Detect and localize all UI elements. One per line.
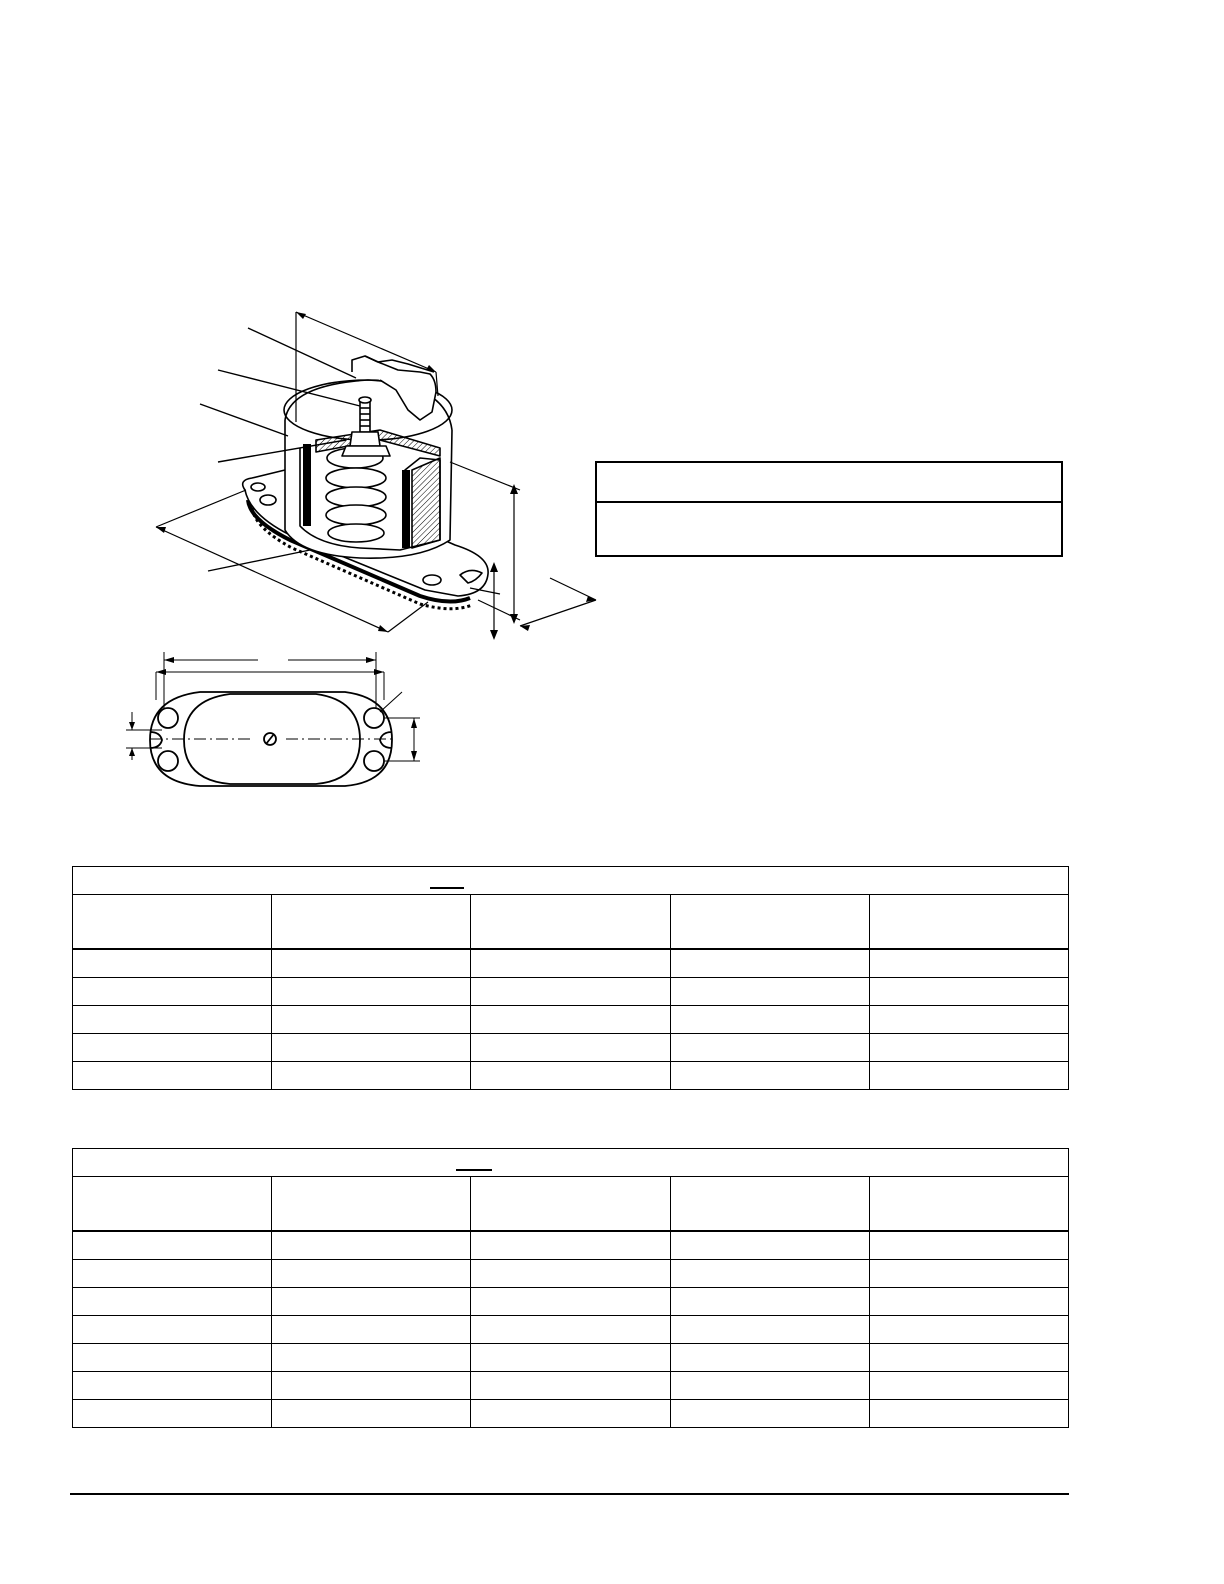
table-cell — [73, 1260, 272, 1288]
table-cell — [869, 978, 1068, 1006]
table-cell — [272, 949, 471, 978]
table-row — [73, 949, 1069, 978]
table-2-header — [73, 1177, 272, 1232]
table-cell — [73, 949, 272, 978]
table-cell — [73, 978, 272, 1006]
spec-table-1 — [72, 866, 1069, 1090]
table-1-header — [670, 895, 869, 950]
table-cell — [471, 1034, 670, 1062]
table-cell — [272, 1006, 471, 1034]
table-cell — [869, 1344, 1068, 1372]
table-cell — [73, 1372, 272, 1400]
table-cell — [471, 1316, 670, 1344]
table-cell — [869, 1006, 1068, 1034]
table-cell — [471, 1260, 670, 1288]
isolator-plan-drawing — [0, 0, 460, 800]
table-row — [73, 1288, 1069, 1316]
table-cell — [670, 949, 869, 978]
table-cell — [869, 1372, 1068, 1400]
table-cell — [869, 1062, 1068, 1090]
table-cell — [670, 1316, 869, 1344]
table-row — [73, 1006, 1069, 1034]
table-row — [73, 1034, 1069, 1062]
table-cell — [73, 1400, 272, 1428]
table-cell — [670, 1034, 869, 1062]
table-cell — [272, 1400, 471, 1428]
table-row — [73, 1400, 1069, 1428]
table-cell — [471, 949, 670, 978]
table-row — [73, 1062, 1069, 1090]
table-cell — [670, 978, 869, 1006]
table-cell — [471, 1372, 670, 1400]
table-2-caption — [73, 1149, 1069, 1177]
table-1-caption-underline — [430, 887, 464, 889]
table-1-header — [471, 895, 670, 950]
table-cell — [869, 1034, 1068, 1062]
table-cell — [869, 1400, 1068, 1428]
table-1-header — [869, 895, 1068, 950]
table-cell — [272, 1344, 471, 1372]
footer-rule — [70, 1493, 1069, 1495]
table-cell — [670, 1231, 869, 1260]
table-cell — [869, 1231, 1068, 1260]
table-cell — [670, 1288, 869, 1316]
table-row — [73, 1344, 1069, 1372]
spec-table-2 — [72, 1148, 1069, 1428]
table-cell — [73, 1034, 272, 1062]
table-cell — [869, 949, 1068, 978]
note-box-heading — [597, 463, 1061, 503]
note-box — [595, 461, 1063, 557]
table-cell — [670, 1006, 869, 1034]
table-cell — [73, 1062, 272, 1090]
table-1-caption — [73, 867, 1069, 895]
table-cell — [73, 1288, 272, 1316]
table-2-header — [272, 1177, 471, 1232]
table-1-header — [272, 895, 471, 950]
table-cell — [272, 1372, 471, 1400]
table-2-header — [670, 1177, 869, 1232]
table-cell — [869, 1316, 1068, 1344]
table-cell — [670, 1062, 869, 1090]
table-cell — [670, 1372, 869, 1400]
table-cell — [73, 1316, 272, 1344]
table-2-header — [471, 1177, 670, 1232]
table-cell — [869, 1288, 1068, 1316]
table-cell — [670, 1400, 869, 1428]
table-cell — [272, 1034, 471, 1062]
table-cell — [272, 1288, 471, 1316]
table-row — [73, 1231, 1069, 1260]
table-cell — [869, 1260, 1068, 1288]
table-cell — [670, 1344, 869, 1372]
table-cell — [471, 978, 670, 1006]
table-1-header — [73, 895, 272, 950]
table-row — [73, 1260, 1069, 1288]
table-cell — [471, 1062, 670, 1090]
table-row — [73, 1372, 1069, 1400]
table-cell — [471, 1400, 670, 1428]
table-row — [73, 1316, 1069, 1344]
table-cell — [670, 1260, 869, 1288]
table-cell — [471, 1288, 670, 1316]
table-cell — [272, 1062, 471, 1090]
table-cell — [272, 1316, 471, 1344]
table-2-header — [869, 1177, 1068, 1232]
table-cell — [272, 1231, 471, 1260]
table-cell — [73, 1231, 272, 1260]
table-cell — [73, 1006, 272, 1034]
table-cell — [73, 1344, 272, 1372]
table-cell — [471, 1344, 670, 1372]
table-2-caption-underline — [456, 1169, 492, 1171]
table-cell — [272, 1260, 471, 1288]
table-cell — [471, 1006, 670, 1034]
table-cell — [471, 1231, 670, 1260]
table-row — [73, 978, 1069, 1006]
table-cell — [272, 978, 471, 1006]
